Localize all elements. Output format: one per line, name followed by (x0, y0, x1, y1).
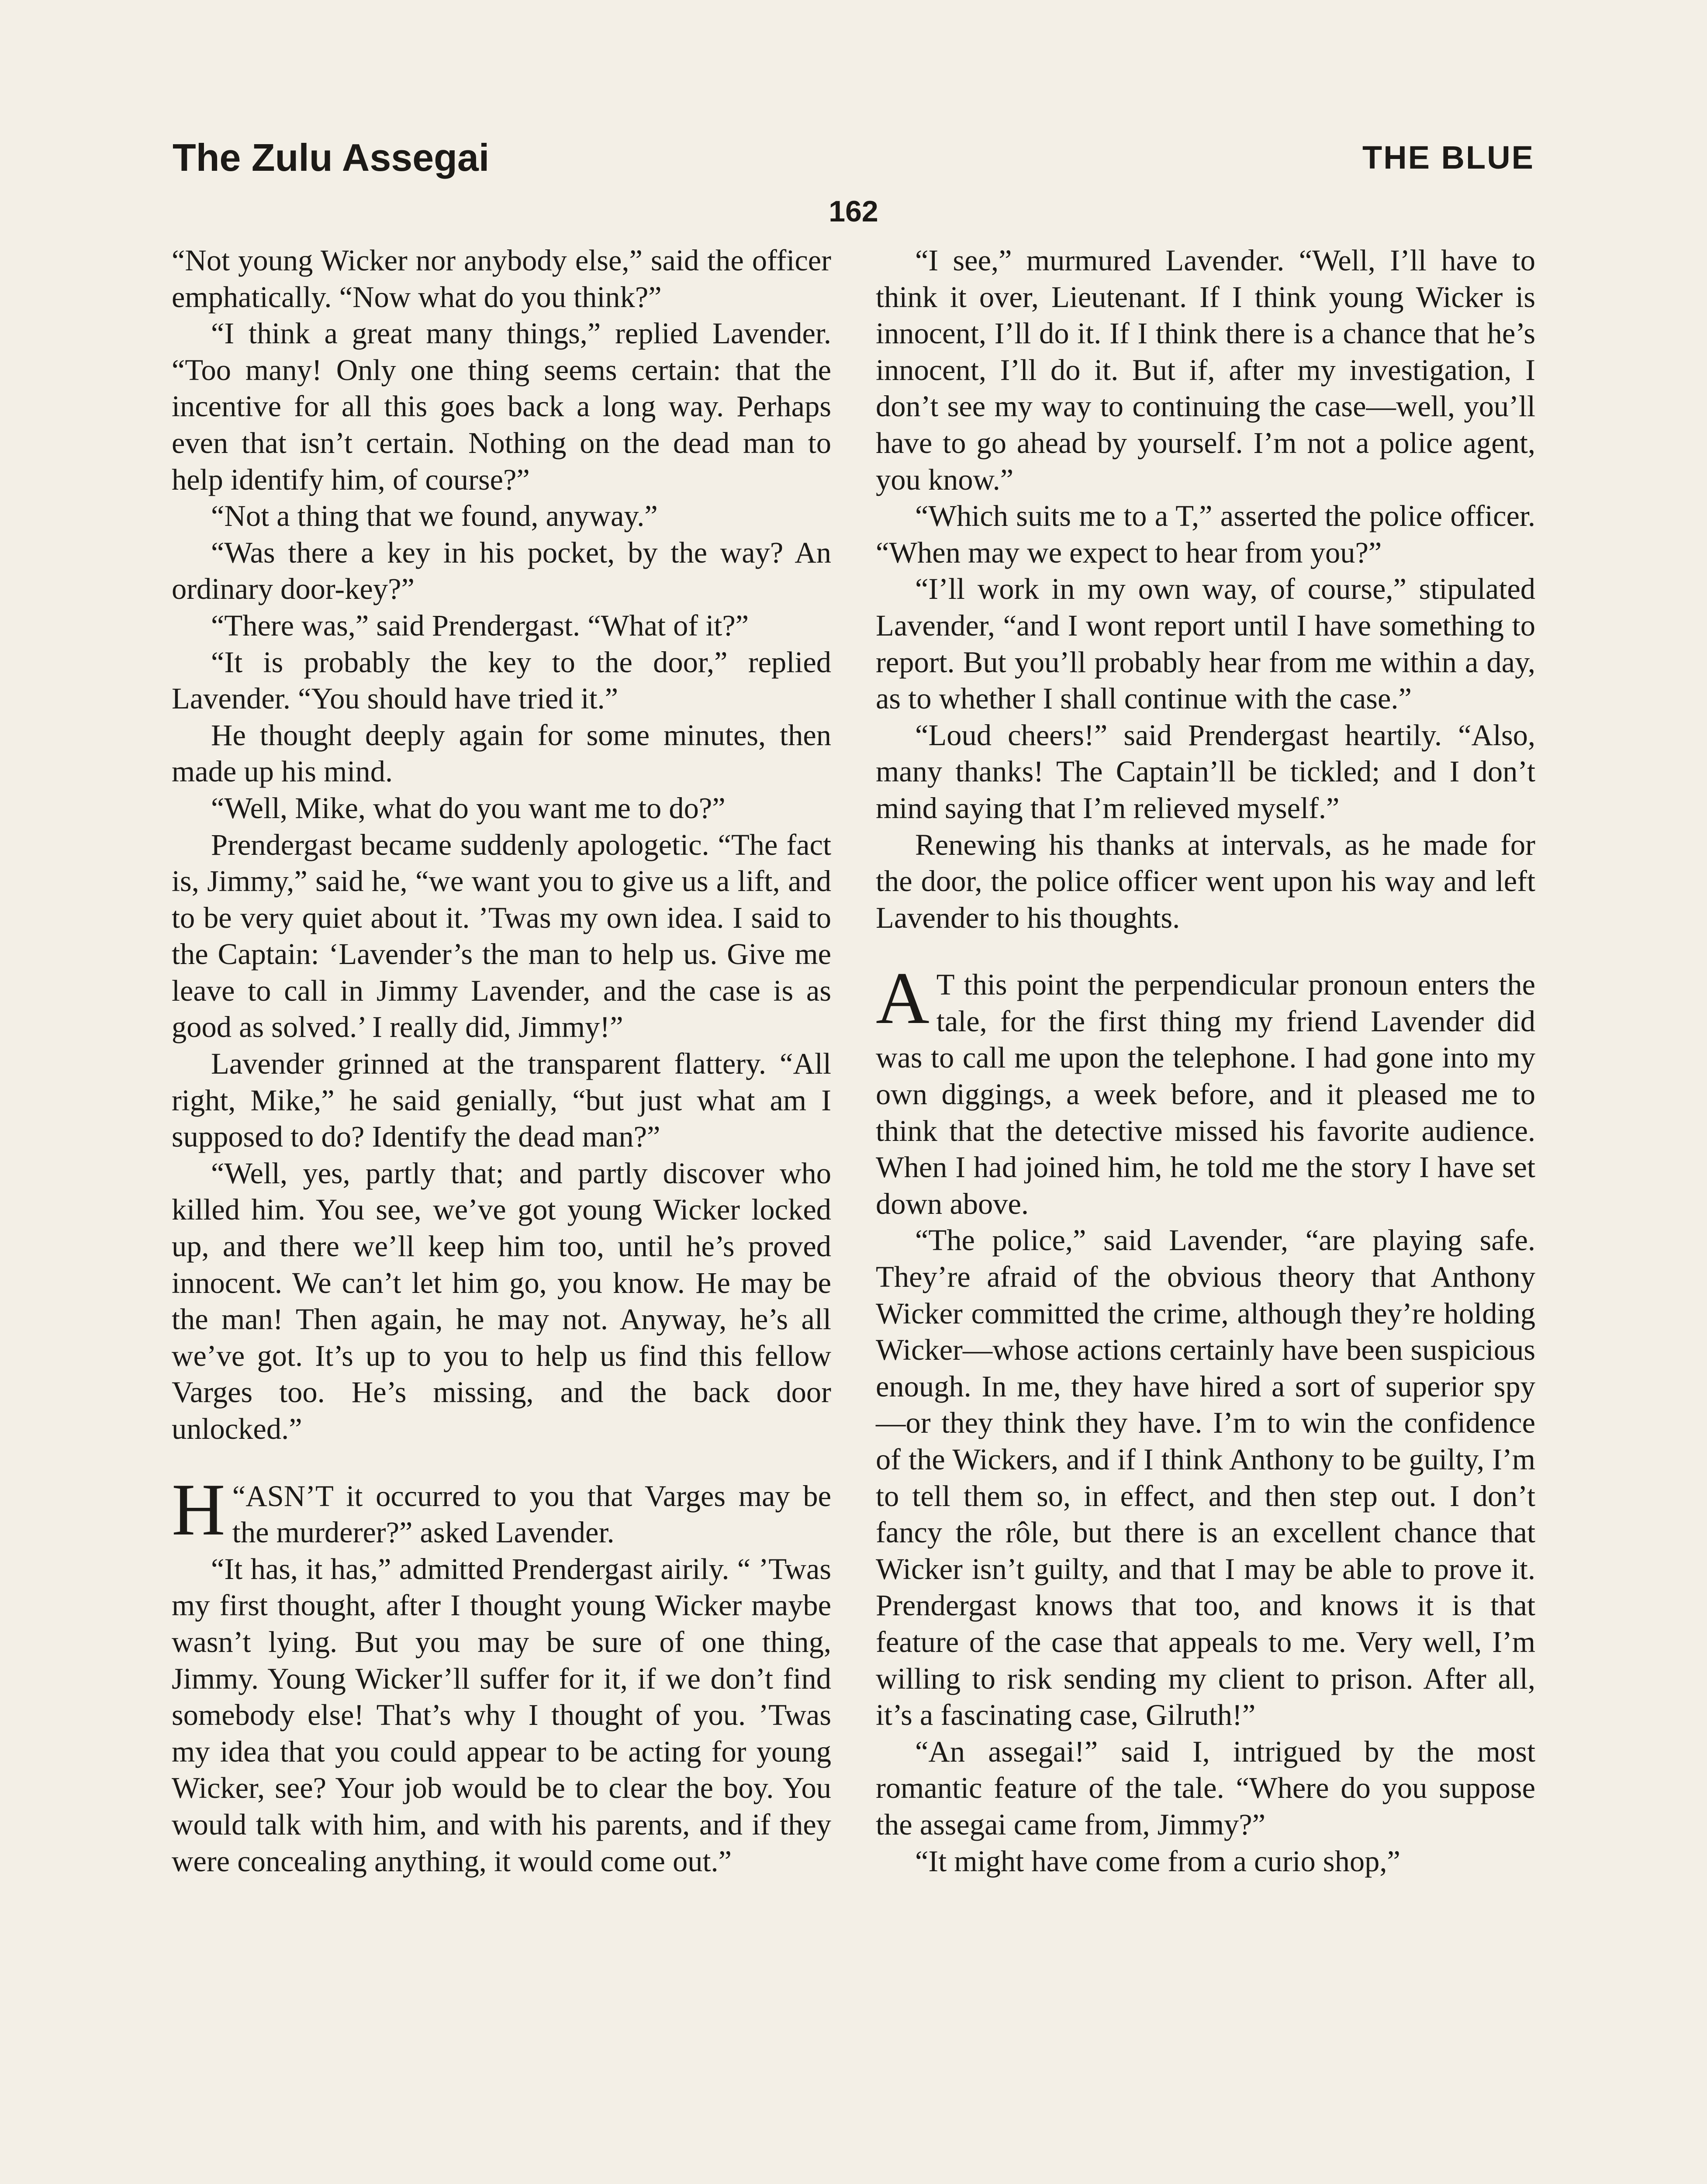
paragraph: Lavender grinned at the transparent flattery. “All right, Mike,” he said genially, “but just what am I supposed to do? Identify the dead man?” (172, 1047, 831, 1154)
paragraph: “I see,” murmured Lavender. “Well, I’ll have to think it over, Lieutenant. If I think young Wicker is innocent, I’ll do it. If I think there is a chance that he’s innocent, I’ll do it. But if, after my investigation, I don’t see my way to continuing the case—well, you’ll have to go ahead by yourself. I’m not a police agent, you know.” (876, 244, 1535, 496)
section-opening-paragraph (876, 957, 1535, 1222)
drop-cap: H (172, 1468, 225, 1551)
paragraph: He thought deeply again for some minutes, then made up his mind. (172, 718, 831, 788)
paragraph: “Well, yes, partly that; and partly discover who killed him. You see, we’ve got young Wicker locked up, and there we’ll keep him too, until he’s proved innocent. We can’t let him go, you know. He may be the man! Then again, he may not. Anyway, he’s all we’ve got. It’s up to you to help us find this fellow Varges too. He’s missing, and the back door unlocked.” (172, 1156, 831, 1445)
opening-quote: “ (232, 1479, 246, 1513)
right-column (876, 242, 1535, 1880)
running-head-magazine: THE BLUE (1362, 139, 1534, 176)
paragraph: “I’ll work in my own way, of course,” stipulated Lavender, “and I wont report until I have something to report. But you’ll probably hear from me within a day, as to whether I shall continue with the case.” (876, 572, 1535, 715)
paragraph: “Not a thing that we found, anyway.” (211, 499, 658, 533)
paragraph: “The police,” said Lavender, “are playing safe. They’re afraid of the obvious theory that Anthony Wicker committed the crime, although they’re holding Wicker—whose actions certainly have been suspicious enough. In me, they have hired a sort of superior spy—or they think they have. I’m to win the confidence of the Wickers, and if I think Anthony to be guilty, I’m to tell them so, in effect, and then step out. I don’t fancy the rôle, but there is an excellent chance that Wicker isn’t guilty, and that I may be able to prove it. Prendergast knows that too, and knows it is that feature of the case that appeals to me. Very well, I’m willing to risk sending my client to prison. After all, it’s a fascinating case, Gilruth!” (876, 1223, 1535, 1732)
page-number: 162 (829, 195, 878, 228)
paragraph: Prendergast became suddenly apologetic. “The fact is, Jimmy,” said he, “we want you to give us a lift, and to be very quiet about it. ’Twas my own idea. I said to the Captain: ‘Lavender’s the man to help us. Give me leave to call in Jimmy Lavender, and the case is as good as solved.’ I really did, Jimmy!” (172, 828, 831, 1044)
paragraph: “Well, Mike, what do you want me to do?” (211, 791, 726, 825)
left-column (172, 242, 831, 1880)
paragraph: “Loud cheers!” said Prendergast heartily. “Also, many thanks! The Captain’ll be tickled; and I don’t mind saying that I’m relieved myself.” (876, 718, 1535, 825)
paragraph-text: T this point the perpendicular pronoun enters the tale, for the first thing my friend Lavender did was to call me upon the telephone. I had gone into my own diggings, a week before, and it pleased me to think that the detective missed his favorite audience. When I had joined him, he told me the story I have set down above. (876, 968, 1535, 1220)
paragraph: Renewing his thanks at intervals, as he made for the door, the police officer went upon his way and left Lavender to his thoughts. (876, 828, 1535, 934)
paragraph: “An assegai!” said I, intrigued by the most romantic feature of the tale. “Where do you suppose the assegai came from, Jimmy?” (876, 1735, 1535, 1841)
paragraph: “There was,” said Prendergast. “What of it?” (211, 608, 749, 642)
paragraph-text: ASN’T it occurred to you that Varges may be the murderer?” asked Lavender. (232, 1479, 831, 1549)
paragraph: “Was there a key in his pocket, by the way? An ordinary door-key?” (172, 536, 831, 606)
paragraph: “It might have come from a curio shop,” (915, 1844, 1400, 1878)
drop-cap: A (876, 957, 930, 1040)
paragraph: “I think a great many things,” replied Lavender. “Too many! Only one thing seems certain: that the incentive for all this goes back a long way. Perhaps even that isn’t certain. Nothing on the dead man to help identify him, of course?” (172, 317, 831, 496)
section-opening-paragraph (172, 1468, 831, 1551)
paragraph: “Not young Wicker nor anybody else,” said the officer emphatically. “Now what do you think?” (172, 244, 831, 314)
running-head-title: The Zulu Assegai (173, 136, 490, 179)
paragraph: “Which suits me to a T,” asserted the police officer. “When may we expect to hear from you?” (876, 499, 1535, 569)
paragraph: “It is probably the key to the door,” replied Lavender. “You should have tried it.” (172, 645, 831, 715)
paragraph: “It has, it has,” admitted Prendergast airily. “ ’Twas my first thought, after I thought young Wicker maybe wasn’t lying. But you may be sure of one thing, Jimmy. Young Wicker’ll suffer for it, if we don’t find somebody else! That’s why I thought of you. ’Twas my idea that you could appear to be acting for young Wicker, see? Your job would be to clear the boy. You would talk with him, and with his parents, and if they were concealing anything, it would come out.” (172, 1552, 831, 1878)
